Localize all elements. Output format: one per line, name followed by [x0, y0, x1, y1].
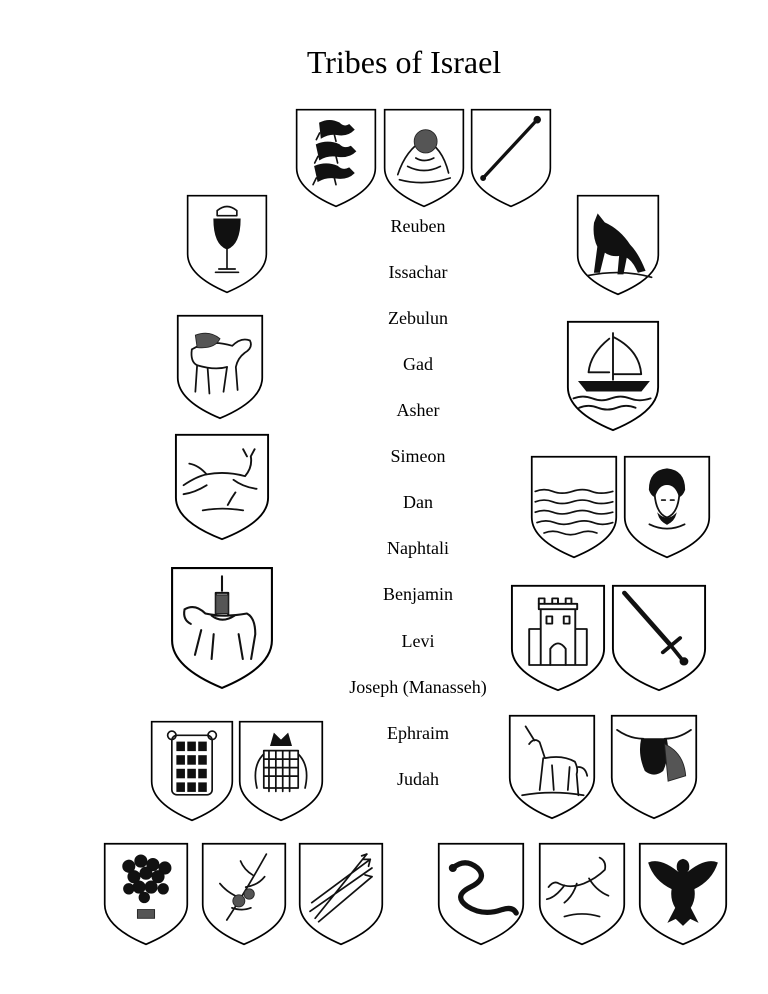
three-lions-icon: [295, 108, 377, 208]
leaping-horse-icon: [538, 842, 626, 946]
unicorn-icon: [508, 714, 596, 820]
cup-icon: [186, 194, 268, 294]
tribe-name: Ephraim: [387, 723, 449, 743]
olive-branch-icon: [201, 842, 287, 946]
tribe-name: Levi: [401, 631, 435, 651]
crowned-portcullis-icon: [238, 720, 324, 822]
vine-icon: [103, 842, 189, 946]
knight-icon: [170, 566, 274, 690]
eagle-icon: [638, 842, 728, 946]
lion-icon: [383, 108, 465, 208]
tower-gate-icon: [510, 584, 606, 692]
donkey-icon: [176, 314, 264, 420]
tribe-name: Zebulun: [388, 308, 448, 328]
ship-icon: [566, 320, 660, 432]
tribe-name: Benjamin: [383, 584, 453, 604]
tribe-name: Dan: [403, 492, 433, 512]
tribe-name: Judah: [397, 769, 439, 789]
tribe-name: Joseph (Manasseh): [349, 677, 487, 697]
page-title: Tribes of Israel: [306, 44, 502, 80]
sword-icon: [611, 584, 707, 692]
tribe-name: Gad: [403, 354, 433, 374]
deer-icon: [174, 433, 270, 541]
tribe-name: Naphtali: [387, 538, 449, 558]
man-head-icon: [623, 455, 711, 559]
ox-icon: [610, 714, 698, 820]
tribe-name: Asher: [396, 400, 440, 420]
staff-icon: [470, 108, 552, 208]
tribe-name: Simeon: [390, 446, 446, 466]
waves-icon: [530, 455, 618, 559]
breastplate-icon: [150, 720, 234, 822]
tribe-name: Issachar: [388, 262, 448, 282]
arrows-icon: [298, 842, 384, 946]
wolf-icon: [576, 194, 660, 296]
serpent-icon: [437, 842, 525, 946]
tribe-name: Reuben: [390, 216, 446, 236]
